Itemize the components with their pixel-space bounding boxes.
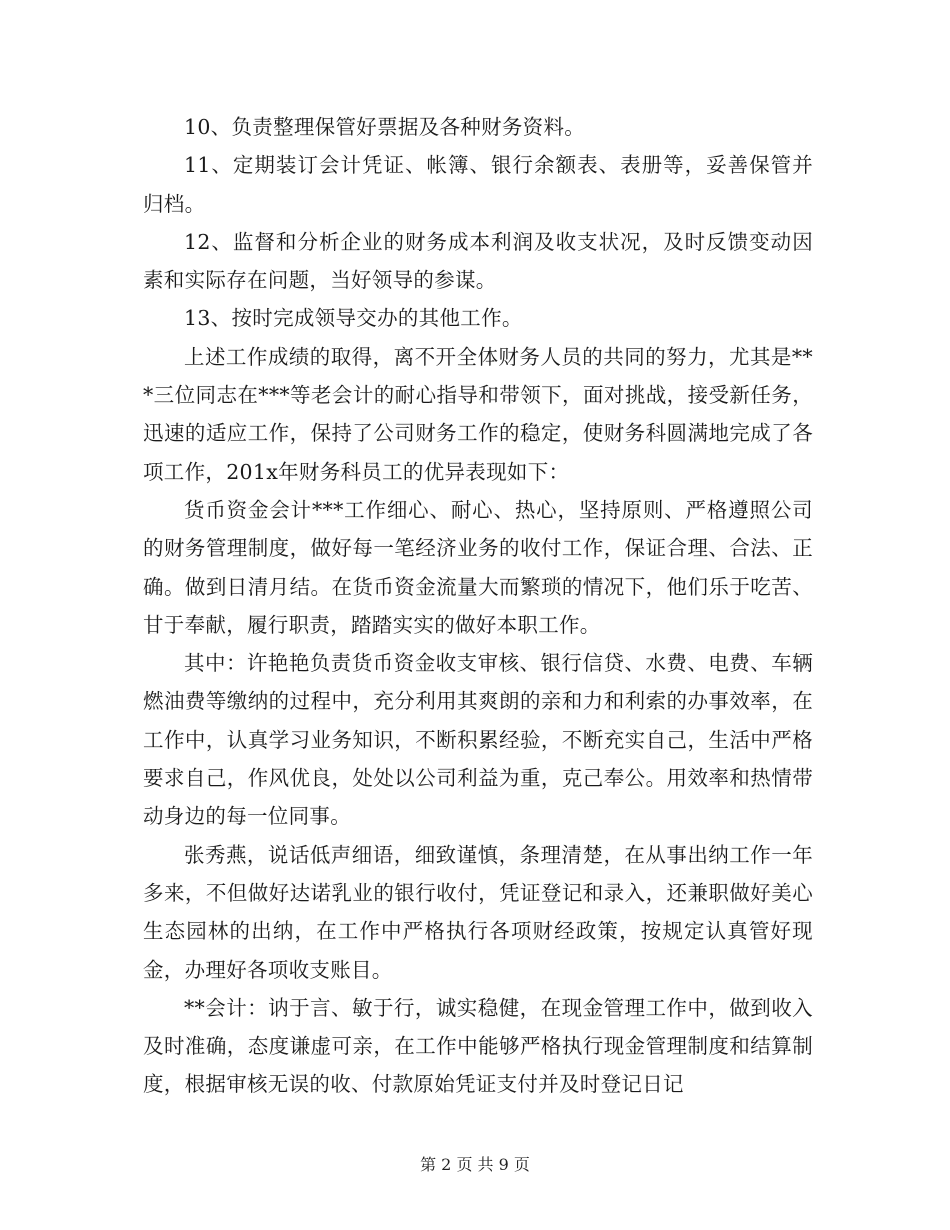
paragraph-item-12: 12、监督和分析企业的财务成本利润及收支状况，及时反馈变动因素和实际存在问题，当好领导的参谋。: [143, 229, 813, 293]
paragraph-accountant: **会计：讷于言、敏于行，诚实稳健，在现金管理工作中，做到收入及时准确，态度谦虚可亲，在工作中能够严格执行现金管理制度和结算制度，根据审核无误的收、付款原始凭证支付并及时登记日记: [143, 995, 813, 1097]
page-number-footer: 第 2 页 共 9 页: [420, 1155, 530, 1174]
paragraph-zhang-xiuyan: 张秀燕，说话低声细语，细致谨慎，条理清楚，在从事出纳工作一年多来，不但做好达诺乳业的银行收付，凭证登记和录入，还兼职做好美心生态园林的出纳，在工作中严格执行各项财经政策，按规定认真管好现金，办理好各项收支账目。: [143, 842, 813, 982]
paragraph-summary: 上述工作成绩的取得，离不开全体财务人员的共同的努力，尤其是***三位同志在***等老会计的耐心指导和带领下，面对挑战，接受新任务，迅速的适应工作，保持了公司财务工作的稳定，使财务科圆满地完成了各项工作，201x年财务科员工的优异表现如下：: [143, 344, 813, 484]
paragraph-xu-yanyan: 其中：许艳艳负责货币资金收支审核、银行信贷、水费、电费、车辆燃油费等缴纳的过程中，充分利用其爽朗的亲和力和利索的办事效率，在工作中，认真学习业务知识，不断积累经验，不断充实自己，生活中严格要求自己，作风优良，处处以公司利益为重，克己奉公。用效率和热情带动身边的每一位同事。: [143, 651, 813, 829]
paragraph-item-13: 13、按时完成领导交办的其他工作。: [184, 306, 523, 331]
document-body: [143, 108, 813, 1104]
paragraph-item-10: 10、负责整理保管好票据及各种财务资料。: [184, 115, 586, 139]
paragraph-cash-accountant: 货币资金会计***工作细心、耐心、热心，坚持原则、严格遵照公司的财务管理制度，做好每一笔经济业务的收付工作，保证合理、合法、正确。做到日清月结。在货币资金流量大而繁琐的情况下，他们乐于吃苦、甘于奉献，履行职责，踏踏实实的做好本职工作。: [143, 497, 813, 637]
paragraph-item-11: 11、定期装订会计凭证、帐簿、银行余额表、表册等，妥善保管并归档。: [143, 153, 813, 216]
